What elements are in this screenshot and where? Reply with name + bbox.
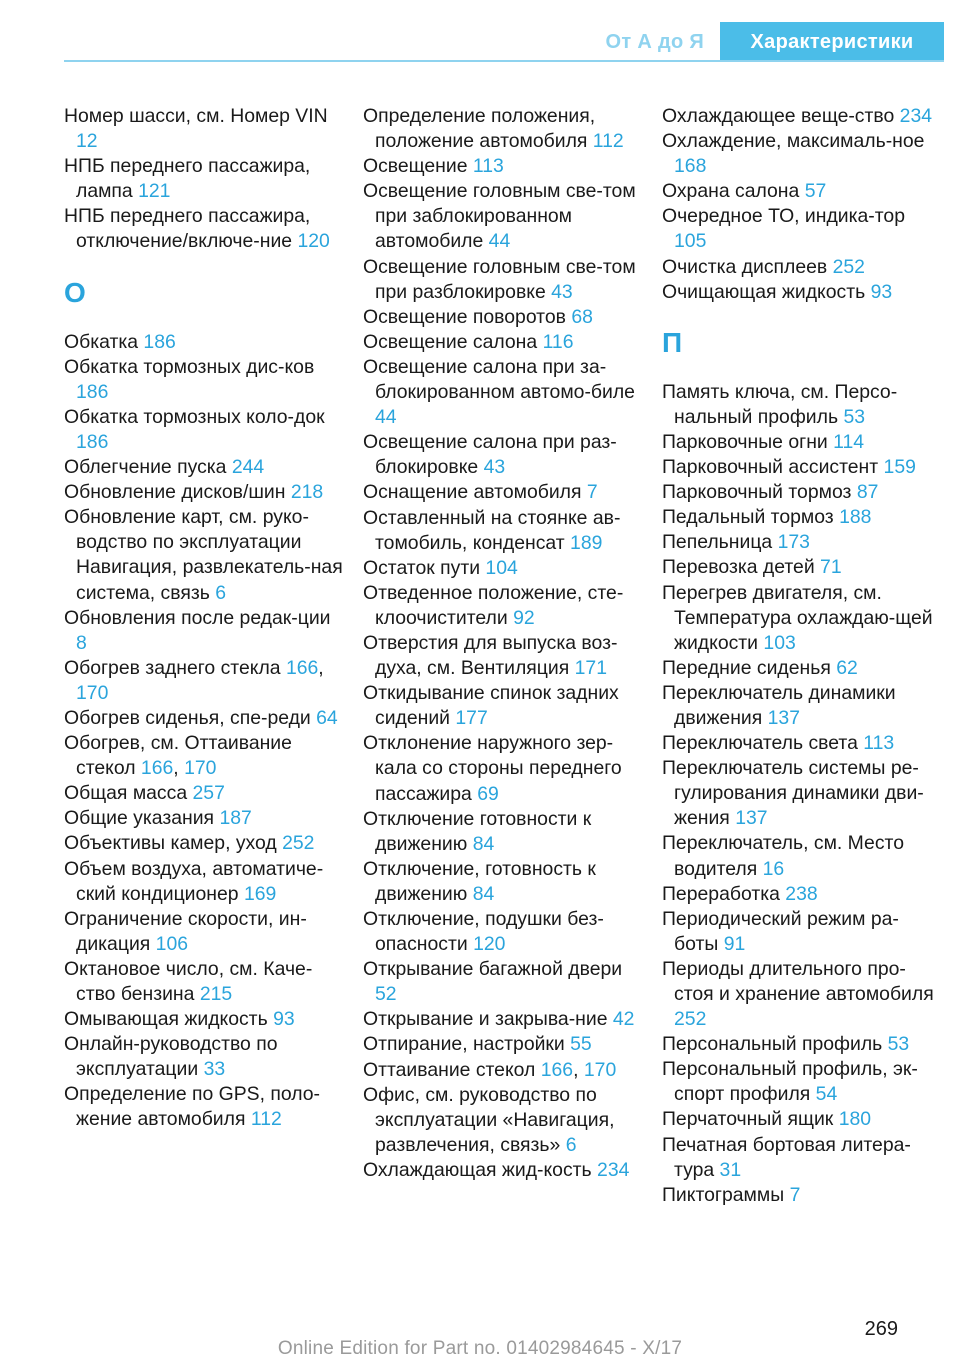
page-link[interactable]: 44 bbox=[375, 406, 397, 429]
page-link[interactable]: 116 bbox=[542, 330, 574, 353]
index-entry bbox=[662, 656, 942, 681]
index-entry bbox=[64, 1032, 344, 1082]
index-entry bbox=[363, 807, 643, 857]
page-link[interactable]: 173 bbox=[777, 531, 810, 554]
page-link[interactable]: 62 bbox=[836, 656, 858, 679]
entry-term: Открывание багажной двери bbox=[363, 958, 623, 981]
index-entry bbox=[662, 555, 942, 580]
index-entry bbox=[662, 681, 942, 731]
entry-term: Охлаждение, максималь-ное bbox=[662, 130, 925, 153]
index-entry bbox=[662, 957, 942, 1032]
page-link[interactable]: 120 bbox=[473, 933, 506, 956]
entry-term: Перчаточный ящик bbox=[662, 1108, 834, 1131]
entry-term: Обновление дисков/шин bbox=[64, 481, 286, 504]
page-link[interactable]: 104 bbox=[485, 556, 518, 579]
section-letter: О bbox=[64, 276, 86, 308]
page-link[interactable]: 33 bbox=[203, 1058, 226, 1081]
page-link[interactable]: 238 bbox=[785, 882, 818, 905]
index-entry bbox=[662, 731, 942, 756]
index-entry bbox=[662, 882, 942, 907]
index-column-1 bbox=[64, 104, 344, 1133]
index-entry bbox=[363, 480, 643, 505]
entry-term: Охлаждающая жид-кость bbox=[363, 1158, 592, 1181]
page-link[interactable]: 92 bbox=[513, 606, 535, 629]
entry-term: Перевозка детей bbox=[662, 556, 815, 579]
page-link[interactable]: 7 bbox=[586, 481, 598, 504]
page-link[interactable]: 112 bbox=[250, 1108, 282, 1131]
index-entry bbox=[662, 1183, 942, 1208]
entry-term: Педальный тормоз bbox=[662, 506, 834, 529]
page-link[interactable]: 54 bbox=[815, 1083, 838, 1106]
page-link[interactable]: 8 bbox=[76, 631, 87, 654]
entry-term: Переключатель системы ре-гулирования динамики дви-жения bbox=[662, 757, 924, 830]
index-entry bbox=[64, 505, 344, 605]
page-link[interactable]: 113 bbox=[863, 732, 895, 755]
page-link[interactable]: 68 bbox=[571, 305, 593, 328]
page-link[interactable]: 234 bbox=[597, 1158, 630, 1181]
entry-term: Пепельница bbox=[662, 531, 773, 554]
index-entry bbox=[662, 380, 942, 430]
index-entry bbox=[662, 129, 942, 179]
index-entry bbox=[662, 104, 942, 129]
index-entry bbox=[363, 430, 643, 480]
index-entry bbox=[363, 355, 643, 430]
index-entry: Оттаивание стекол 166, 170 bbox=[363, 1058, 617, 1081]
entry-term: Охлаждающее веще-ство bbox=[662, 105, 895, 127]
entry-term: Отведенное положение, сте-клоочистители bbox=[363, 581, 624, 629]
index-entry bbox=[64, 355, 344, 405]
index-entry bbox=[64, 781, 344, 806]
page-link[interactable]: 87 bbox=[856, 481, 879, 504]
entry-term: Периодический режим ра-боты bbox=[662, 907, 899, 955]
entry-term: Объективы камер, уход bbox=[64, 832, 277, 855]
entry-term: Отклонение наружного зер-кала со стороны переднего пассажира bbox=[363, 732, 622, 805]
entry-term: Общие указания bbox=[64, 807, 215, 830]
page-link[interactable]: 169 bbox=[243, 882, 277, 905]
entry-term: Оснащение автомобиля bbox=[363, 481, 582, 504]
page-link[interactable]: 186 bbox=[143, 330, 176, 353]
page-link[interactable]: 166 bbox=[285, 656, 319, 679]
entry-term: Октановое число, см. Каче-ство бензина bbox=[64, 957, 313, 1005]
index-entry bbox=[64, 405, 344, 455]
entry-term: Пиктограммы bbox=[662, 1183, 785, 1206]
page-link[interactable]: 257 bbox=[192, 782, 225, 805]
entry-term: Обкатка тормозных дис-ков bbox=[64, 355, 315, 378]
entry-term: Парковочные огни bbox=[662, 430, 828, 453]
page-link[interactable]: 168 bbox=[674, 155, 707, 178]
entry-term: Обогрев сиденья, спе-реди bbox=[64, 706, 311, 729]
entry-term: Откидывание спинок задних сидений bbox=[363, 682, 619, 730]
entry-term: Открывание и закрыва-ние bbox=[363, 1008, 608, 1031]
page-link[interactable]: 112 bbox=[592, 130, 624, 153]
page-link[interactable]: 177 bbox=[455, 707, 488, 730]
entry-term: Освещение головным све-том при заблокированном автомобиле bbox=[363, 180, 636, 253]
entry-term: НПБ переднего пассажира, лампа bbox=[64, 155, 311, 203]
page-link[interactable]: 53 bbox=[843, 405, 866, 428]
entry-term: Общая масса bbox=[64, 782, 188, 805]
entry-term: Омывающая жидкость bbox=[64, 1008, 268, 1031]
entry-term: Парковочный тормоз bbox=[662, 481, 852, 504]
page-link[interactable]: 106 bbox=[155, 932, 189, 955]
page-link[interactable]: 91 bbox=[723, 932, 746, 955]
section-tab[interactable]: От А до Я bbox=[605, 31, 704, 53]
entry-term: Номер шасси, см. Номер VIN bbox=[64, 105, 328, 127]
entry-term: Облегчение пуска bbox=[64, 456, 227, 479]
page-link[interactable]: 137 bbox=[767, 706, 800, 729]
entry-term: Переключатель света bbox=[662, 732, 858, 755]
page-link[interactable]: 71 bbox=[820, 556, 842, 579]
entry-term: Онлайн-руководство по эксплуатации bbox=[64, 1033, 278, 1081]
entry-term: Переключатель, см. Место водителя bbox=[662, 832, 904, 880]
index-entry bbox=[662, 1133, 942, 1183]
page-link[interactable]: 12 bbox=[76, 130, 98, 153]
page-link[interactable]: 42 bbox=[612, 1008, 635, 1031]
index-entry bbox=[363, 957, 643, 1007]
page-link[interactable]: 137 bbox=[735, 807, 768, 830]
page-link[interactable]: 234 bbox=[899, 105, 933, 127]
entry-term: Персональный профиль bbox=[662, 1033, 883, 1056]
index-entry bbox=[64, 907, 344, 957]
index-entry bbox=[662, 1107, 942, 1132]
page-link[interactable]: 244 bbox=[231, 456, 265, 479]
entry-term: Обогрев заднего стекла bbox=[64, 656, 281, 679]
page-link[interactable]: 187 bbox=[219, 807, 252, 830]
page-link[interactable]: 64 bbox=[316, 706, 338, 729]
page-link[interactable]: 55 bbox=[570, 1033, 592, 1056]
entry-term: Определение по GPS, поло-жение автомобиля bbox=[64, 1083, 321, 1131]
index-entry: Обогрев, см. Оттаивание стекол 166, 170 bbox=[64, 732, 292, 780]
entry-term: НПБ переднего пассажира, отключение/включе-ние bbox=[64, 205, 311, 253]
index-entry bbox=[662, 530, 942, 555]
index-entry bbox=[363, 1007, 643, 1032]
page-link[interactable]: 170 bbox=[184, 757, 217, 780]
entry-term: Остаток пути bbox=[363, 556, 481, 579]
entry-term: Обкатка тормозных коло-док bbox=[64, 405, 325, 428]
page-link[interactable]: 171 bbox=[574, 657, 607, 680]
entry-term: Офис, см. руководство по эксплуатации «Навигация, развлечения, связь» bbox=[363, 1083, 615, 1156]
header-rule bbox=[64, 60, 944, 62]
index-entry bbox=[662, 505, 942, 530]
entry-term: Освещение салона bbox=[363, 330, 538, 353]
index-entry bbox=[64, 455, 344, 480]
entry-term: Отключение, готовность к движению bbox=[363, 857, 596, 905]
section-letter: П bbox=[662, 326, 683, 358]
index-entry bbox=[363, 857, 643, 907]
page-link[interactable]: 170 bbox=[583, 1058, 617, 1081]
page-link[interactable]: 43 bbox=[551, 280, 573, 303]
index-column-3 bbox=[662, 104, 942, 1208]
page-link[interactable]: 189 bbox=[570, 531, 603, 554]
index-entry bbox=[363, 305, 643, 330]
index-entry bbox=[662, 255, 942, 280]
index-entry bbox=[662, 280, 942, 305]
page-link[interactable]: 120 bbox=[297, 230, 330, 253]
index-entry bbox=[64, 330, 344, 355]
index-entry bbox=[363, 1158, 643, 1183]
index-entry bbox=[363, 154, 643, 179]
index-entry bbox=[64, 857, 344, 907]
index-entry bbox=[64, 831, 344, 856]
index-entry bbox=[662, 179, 942, 204]
entry-term: Очистка дисплеев bbox=[662, 255, 828, 278]
entry-term: Очередное ТО, индика-тор bbox=[662, 205, 905, 228]
page-link[interactable]: 166 bbox=[140, 757, 174, 780]
index-entry bbox=[64, 957, 344, 1007]
entry-term: Ограничение скорости, ин-дикация bbox=[64, 907, 307, 955]
entry-term: Переработка bbox=[662, 882, 780, 905]
entry-term: Персональный профиль, эк-спорт профиля bbox=[662, 1058, 918, 1106]
page-link[interactable]: 121 bbox=[138, 180, 171, 203]
index-entry bbox=[363, 581, 643, 631]
index-entry bbox=[64, 806, 344, 831]
index-entry bbox=[662, 907, 942, 957]
entry-term: Обновления после редак-ции bbox=[64, 606, 331, 629]
entry-term: Обкатка bbox=[64, 330, 139, 353]
entry-term: Отключение готовности к движению bbox=[363, 807, 592, 855]
index-entry bbox=[363, 681, 643, 731]
index-entry bbox=[662, 455, 942, 480]
entry-term: Очищающая жидкость bbox=[662, 280, 866, 303]
page-link[interactable]: 105 bbox=[674, 230, 707, 253]
entry-term: Парковочный ассистент bbox=[662, 456, 879, 479]
page-number: 269 bbox=[864, 1318, 898, 1340]
entry-term: Периоды длительного про-стоя и хранение автомобиля bbox=[662, 957, 934, 1005]
index-entry bbox=[662, 581, 942, 656]
index-entry bbox=[363, 179, 643, 254]
page-link[interactable]: 52 bbox=[375, 983, 397, 1006]
page-link[interactable]: 53 bbox=[887, 1033, 910, 1056]
index-entry bbox=[363, 506, 643, 556]
page-link[interactable]: 113 bbox=[472, 155, 504, 178]
index-entry bbox=[363, 330, 643, 355]
index-entry bbox=[363, 104, 643, 154]
page-link[interactable]: 114 bbox=[833, 430, 865, 453]
index-entry bbox=[64, 1082, 344, 1132]
entry-term: Обновление карт, см. руко-водство по эксплуатации Навигация, развлекатель-ная система, связь bbox=[64, 506, 343, 604]
index-entry bbox=[662, 480, 942, 505]
page-link[interactable]: 215 bbox=[199, 983, 233, 1005]
page-link[interactable]: 69 bbox=[477, 782, 499, 805]
page-link[interactable]: 6 bbox=[215, 581, 227, 604]
index-entry bbox=[64, 480, 344, 505]
entry-term: Память ключа, см. Персо-нальный профиль bbox=[662, 380, 898, 428]
index-entry bbox=[64, 1007, 344, 1032]
footer-text: Online Edition for Part no. 01402984645 - X/17 bbox=[277, 1338, 683, 1359]
entry-term: Определение положения, положение автомобиля bbox=[363, 105, 596, 153]
index-entry bbox=[363, 631, 643, 681]
entry-term: Освещение салона при раз-блокировке bbox=[363, 431, 617, 479]
entry-term: Оставленный на стоянке ав-томобиль, конденсат bbox=[363, 506, 621, 554]
entry-term: Печатная бортовая литера-тура bbox=[662, 1133, 911, 1181]
index-entry bbox=[363, 1083, 643, 1158]
page-link[interactable]: 31 bbox=[719, 1158, 742, 1181]
index-entry bbox=[64, 606, 344, 656]
page-link[interactable]: 84 bbox=[472, 832, 495, 855]
index-entry bbox=[662, 1057, 942, 1107]
page-link[interactable]: 6 bbox=[565, 1133, 577, 1156]
index-entry bbox=[662, 1032, 942, 1057]
page-link[interactable]: 43 bbox=[483, 456, 506, 479]
page-link[interactable]: 180 bbox=[838, 1108, 872, 1131]
page-link[interactable]: 166 bbox=[540, 1058, 574, 1081]
page-link[interactable]: 159 bbox=[883, 456, 916, 479]
page-link[interactable]: 7 bbox=[789, 1183, 801, 1206]
index-entry bbox=[363, 1032, 643, 1057]
page-link[interactable]: 57 bbox=[804, 180, 827, 203]
page-header bbox=[0, 0, 960, 62]
index-entry bbox=[64, 154, 344, 204]
entry-term: Объем воздуха, автоматиче-ский кондиционер bbox=[64, 857, 324, 905]
entry-term: Отпирание, настройки bbox=[363, 1033, 565, 1056]
page-link[interactable]: 16 bbox=[762, 857, 785, 880]
index-column-2 bbox=[363, 104, 643, 1183]
page-link[interactable]: 252 bbox=[832, 255, 865, 278]
page-link[interactable]: 93 bbox=[870, 280, 893, 303]
entry-term: Охрана салона bbox=[662, 180, 800, 203]
page-link[interactable]: 218 bbox=[290, 481, 324, 504]
entry-term: Освещение bbox=[363, 155, 468, 178]
index-entry: Обогрев заднего стекла 166, 170 bbox=[64, 656, 324, 704]
page-link[interactable]: 93 bbox=[273, 1008, 295, 1031]
page-link[interactable]: 252 bbox=[282, 832, 315, 855]
entry-term: Освещение головным све-том при разблокировке bbox=[363, 255, 636, 303]
index-entry bbox=[662, 430, 942, 455]
entry-term: Отключение, подушки без-опасности bbox=[363, 908, 604, 956]
index-entry bbox=[662, 756, 942, 831]
index-entry bbox=[662, 204, 942, 254]
page-link[interactable]: 103 bbox=[763, 631, 796, 654]
page-link[interactable]: 188 bbox=[839, 506, 872, 529]
entry-term: Обогрев, см. Оттаивание стекол bbox=[64, 732, 292, 780]
page-link[interactable]: 44 bbox=[488, 230, 511, 253]
entry-term: Оттаивание стекол bbox=[363, 1058, 536, 1081]
index-entry bbox=[363, 907, 643, 957]
index-entry bbox=[363, 255, 643, 305]
page-link[interactable]: 252 bbox=[674, 1008, 707, 1031]
page-link[interactable]: 170 bbox=[76, 681, 109, 704]
page-link[interactable]: 186 bbox=[76, 430, 109, 453]
entry-term: Отверстия для выпуска воз-духа, см. Вентиляция bbox=[363, 631, 618, 680]
index-entry bbox=[662, 831, 942, 881]
index-entry bbox=[64, 104, 344, 154]
index-entry bbox=[64, 204, 344, 254]
entry-term: Освещение поворотов bbox=[363, 305, 566, 328]
entry-term: Передние сиденья bbox=[662, 656, 831, 679]
entry-term: Переключатель динамики движения bbox=[662, 681, 896, 729]
entry-term: Перегрев двигателя, см. Температура охлаждаю-щей жидкости bbox=[662, 581, 933, 654]
entry-term: Освещение салона при за-блокированном автомо-биле bbox=[363, 355, 635, 404]
page-link[interactable]: 186 bbox=[76, 380, 109, 403]
index-entry bbox=[64, 706, 344, 731]
page-link[interactable]: 84 bbox=[472, 882, 495, 905]
chapter-tab[interactable]: Характеристики bbox=[720, 22, 944, 60]
footer-edition bbox=[0, 1338, 960, 1360]
index-entry bbox=[363, 556, 643, 581]
index-entry bbox=[363, 731, 643, 806]
